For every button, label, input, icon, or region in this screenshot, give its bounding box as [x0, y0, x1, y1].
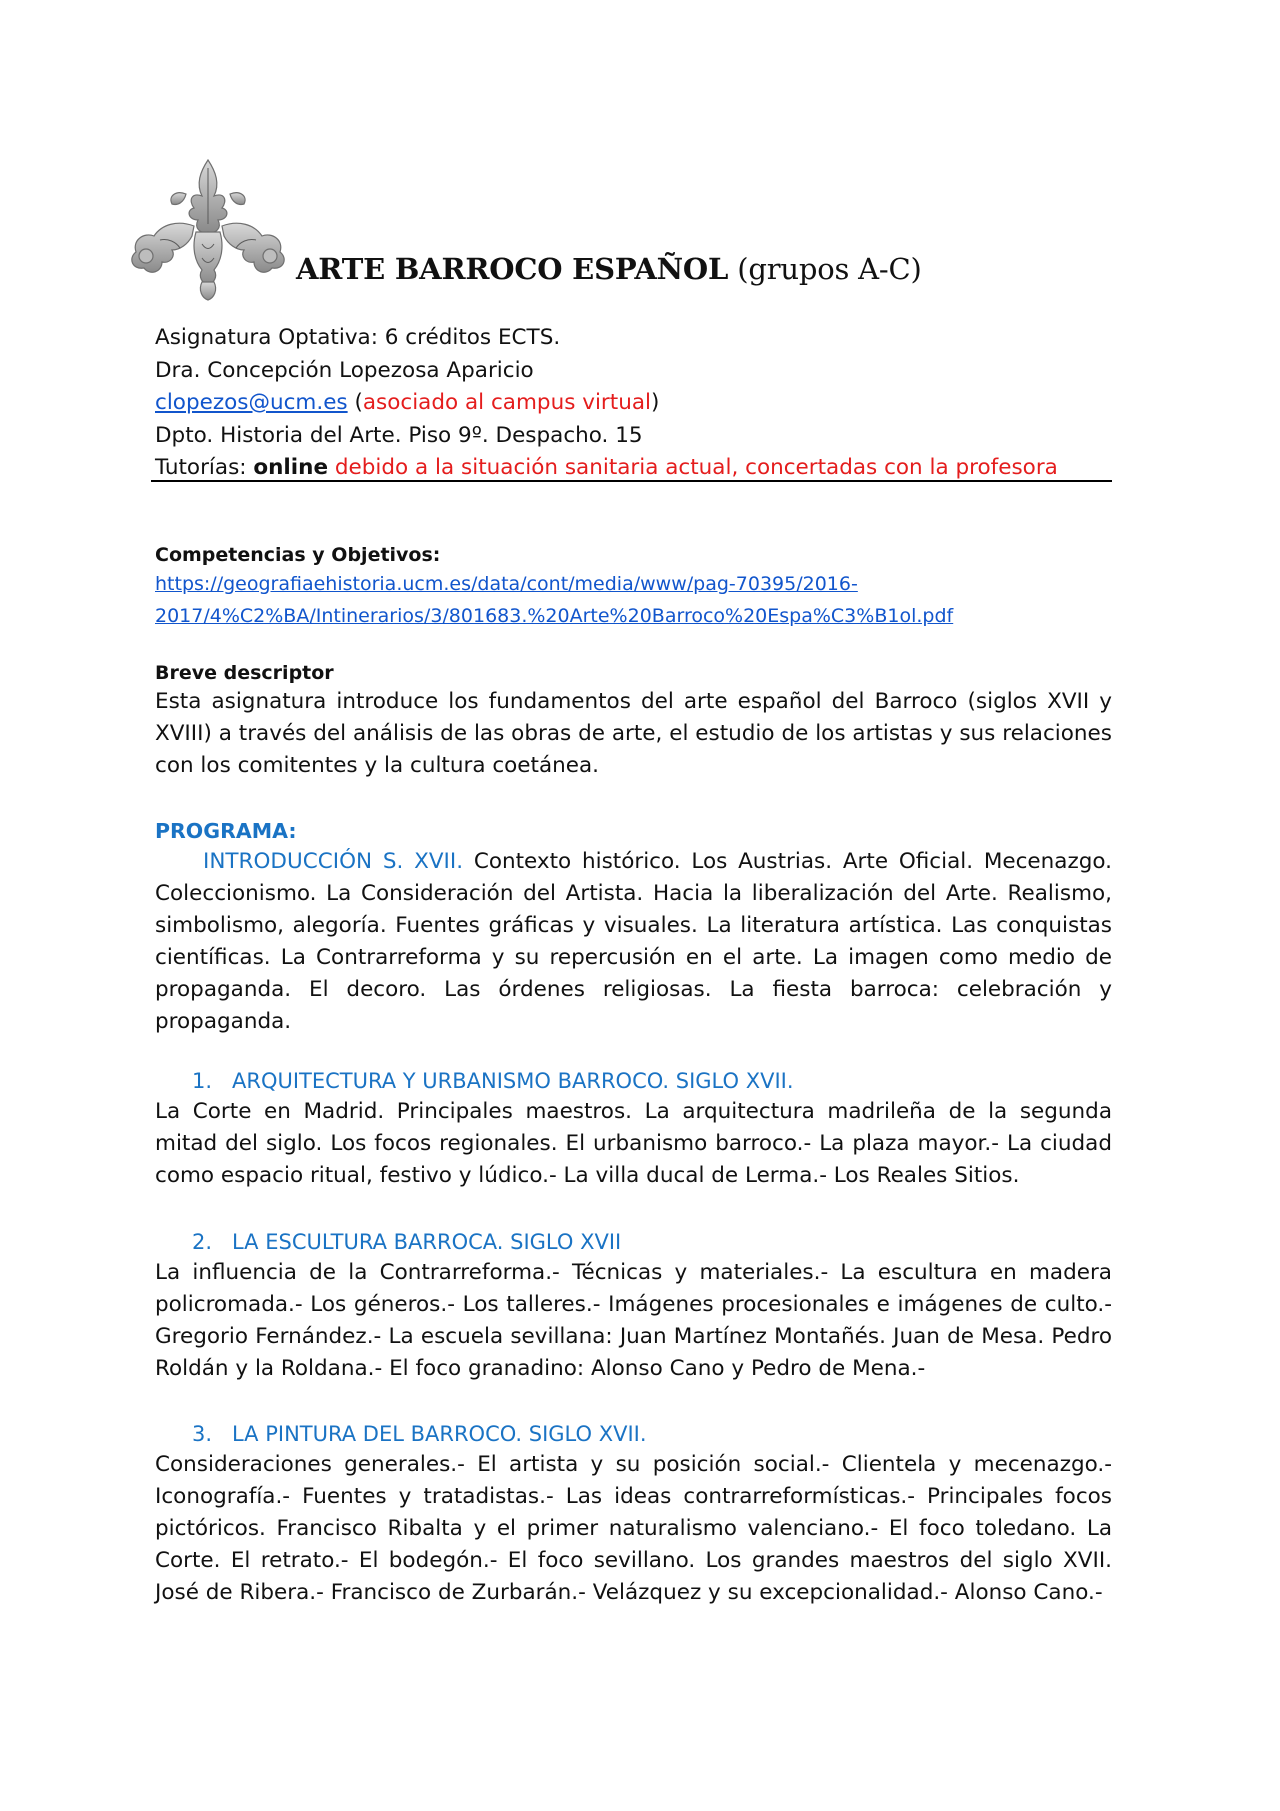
- section-2: [155, 1227, 1112, 1385]
- section-number: 3.: [192, 1422, 213, 1446]
- document-title: [296, 252, 922, 286]
- programa-section: [155, 816, 1112, 1038]
- section-number: 1.: [192, 1069, 213, 1093]
- baroque-ornament-icon: [122, 154, 294, 304]
- section-heading: [155, 1419, 1112, 1449]
- descriptor-section: [155, 660, 1112, 782]
- section-text: Consideraciones generales.- El artista y su posición social.- Clientela y mecenazgo.- Iconografía.- Fuentes y tratadistas.- Las ideas contrarreformísticas.- Principales focos pictóricos. Francisco Ribalta y el primer naturalismo valenciano.- El foco toledano. La Corte. El retrato.- El bodegón.- El foco sevillano. Los grandes maestros del siglo XVII. José de Ribera.- Francisco de Zurbarán.- Velázquez y su excepcionalidad.- Alonso Cano.-: [155, 1452, 1112, 1605]
- intro-paragraph: [155, 846, 1112, 1038]
- professor-line: Dra. Concepción Lopezosa Aparicio: [155, 357, 534, 383]
- section-heading: [155, 1066, 1112, 1096]
- section-number: 2.: [192, 1230, 213, 1254]
- competencias-label: Competencias y Objetivos:: [155, 544, 441, 566]
- section-heading: [155, 1227, 1112, 1257]
- email-open-paren: (: [347, 390, 363, 415]
- programa-title: PROGRAMA:: [155, 819, 297, 843]
- section-title: LA PINTURA DEL BARROCO. SIGLO XVII.: [232, 1422, 647, 1446]
- section-1: [155, 1066, 1112, 1192]
- section-title: LA ESCULTURA BARROCA. SIGLO XVII: [232, 1230, 622, 1254]
- descriptor-text: Esta asignatura introduce los fundamentos del arte español del Barroco (siglos XVII y XVIII) a través del análisis de las obras de arte, el estudio de los artistas y sus relaciones con los comitentes y la cultura coetánea.: [155, 689, 1112, 778]
- section-text: La Corte en Madrid. Principales maestros. La arquitectura madrileña de la segunda mitad del siglo. Los focos regionales. El urbanismo barroco.- La plaza mayor.- La ciudad como espacio ritual, festivo y lúdico.- La villa ducal de Lerma.- Los Reales Sitios.: [155, 1099, 1112, 1188]
- email-link[interactable]: clopezos@ucm.es: [155, 390, 348, 415]
- title-subtitle: (grupos A-C): [737, 252, 922, 286]
- section-3: [155, 1419, 1112, 1609]
- credits-line: Asignatura Optativa: 6 créditos ECTS.: [155, 325, 561, 350]
- email-line: [155, 387, 1155, 420]
- tutorias-note: debido a la situación sanitaria actual, concertadas con la profesora: [328, 455, 1058, 480]
- course-info: [155, 322, 1155, 485]
- competencias-url-line-1[interactable]: https://geografiaehistoria.ucm.es/data/cont/media/www/pag-70395/2016-: [155, 573, 858, 595]
- title-main: ARTE BARROCO ESPAÑOL: [296, 252, 729, 286]
- section-text: La influencia de la Contrarreforma.- Técnicas y materiales.- La escultura en madera policromada.- Los géneros.- Los talleres.- Imágenes procesionales e imágenes de culto.- Gregorio Fernández.- La escuela sevillana: Juan Martínez Montañés. Juan de Mesa. Pedro Roldán y la Roldana.- El foco granadino: Alonso Cano y Pedro de Mena.-: [155, 1260, 1112, 1381]
- department-line: Dpto. Historia del Arte. Piso 9º. Despacho. 15: [155, 422, 643, 448]
- competencias-url-line-2[interactable]: 2017/4%C2%BA/Intinerarios/3/801683.%20Arte%20Barroco%20Espa%C3%B1ol.pdf: [155, 605, 954, 627]
- tutorias-label: Tutorías:: [155, 455, 254, 480]
- section-title: ARQUITECTURA Y URBANISMO BARROCO. SIGLO XVII.: [232, 1069, 794, 1093]
- intro-text: Contexto histórico. Los Austrias. Arte Oficial. Mecenazgo. Coleccionismo. La Consideración del Artista. Hacia la liberalización del Arte. Realismo, simbolismo, alegoría. Fuentes gráficas y visuales. La literatura artística. Las conquistas científicas. La Contrarreforma y su repercusión en el arte. La imagen como medio de propaganda. El decoro. Las órdenes religiosas. La fiesta barroca: celebración y propaganda.: [155, 849, 1112, 1034]
- email-note: asociado al campus virtual: [362, 390, 651, 415]
- email-close-paren: ): [650, 390, 660, 415]
- intro-heading: INTRODUCCIÓN S. XVII.: [203, 849, 464, 874]
- competencias-section: [155, 542, 1112, 632]
- tutorias-mode: online: [253, 455, 329, 480]
- descriptor-label: Breve descriptor: [155, 662, 334, 684]
- header-divider: [151, 480, 1112, 482]
